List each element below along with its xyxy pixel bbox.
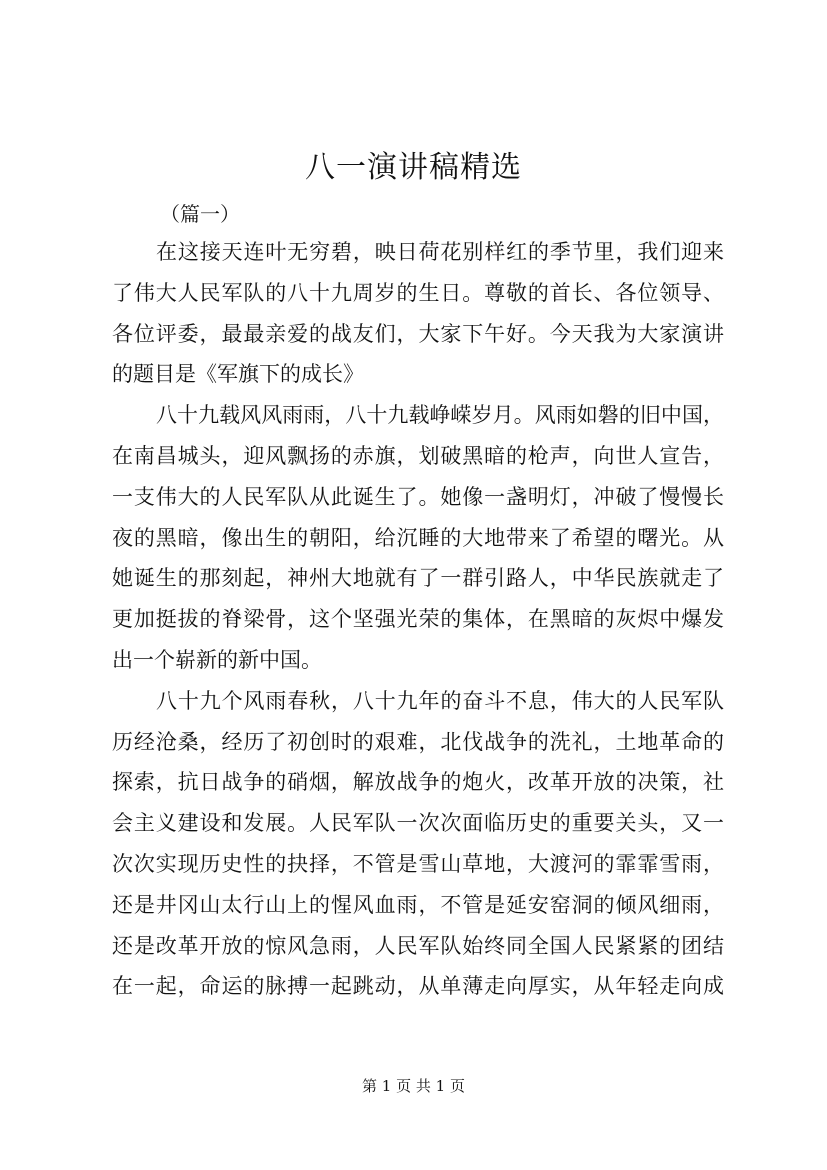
text-line: 历经沧桑，经历了初创时的艰难，北伐战争的洗礼，土地革命的 — [112, 729, 724, 754]
text-line: 在一起，命运的脉搏一起跳动，从单薄走向厚实，从年轻走向成 — [112, 974, 724, 999]
text-line: 各位评委，最最亲爱的战友们，大家下午好。今天我为大家演讲 — [112, 321, 724, 346]
text-line: 还是改革开放的惊风急雨，人民军队始终同全国人民紧紧的团结 — [112, 933, 724, 958]
text-line: 更加挺拔的脊梁骨，这个坚强光荣的集体，在黑暗的灰烬中爆发 — [112, 607, 724, 632]
text-line: 出一个崭新的新中国。 — [112, 647, 322, 672]
section-label: （篇一） — [160, 202, 240, 226]
text-line: 会主义建设和发展。人民军队一次次面临历史的重要关头，又一 — [112, 811, 724, 836]
text-line: 的题目是《军旗下的成长》 — [112, 362, 364, 387]
document-body — [112, 232, 724, 1007]
text-line: 还是井冈山太行山上的惺风血雨，不管是延安窑洞的倾风细雨， — [112, 892, 724, 917]
text-line: 了伟大人民军队的八十九周岁的生日。尊敬的首长、各位领导、 — [112, 280, 724, 305]
text-line: 八十九载风风雨雨，八十九载峥嵘岁月。风雨如磐的旧中国， — [156, 403, 724, 428]
text-line: 探索，抗日战争的硝烟，解放战争的炮火，改革开放的决策，社 — [112, 770, 724, 795]
document-title: 八一演讲稿精选 — [305, 150, 522, 185]
page-footer: 第 1 页 共 1 页 — [362, 1077, 465, 1095]
text-line: 八十九个风雨春秋，八十九年的奋斗不息，伟大的人民军队 — [156, 688, 724, 713]
text-line: 她诞生的那刻起，神州大地就有了一群引路人，中华民族就走了 — [112, 566, 724, 591]
text-line: 一支伟大的人民军队从此诞生了。她像一盏明灯，冲破了慢慢长 — [112, 484, 724, 509]
text-line: 在南昌城头，迎风飘扬的赤旗，划破黑暗的枪声，向世人宣告， — [112, 443, 724, 468]
text-line: 次次实现历史性的抉择，不管是雪山草地，大渡河的霏霏雪雨， — [112, 851, 724, 876]
text-line: 夜的黑暗，像出生的朝阳，给沉睡的大地带来了希望的曙光。从 — [112, 525, 724, 550]
text-line: 在这接天连叶无穷碧，映日荷花别样红的季节里，我们迎来 — [156, 240, 724, 264]
